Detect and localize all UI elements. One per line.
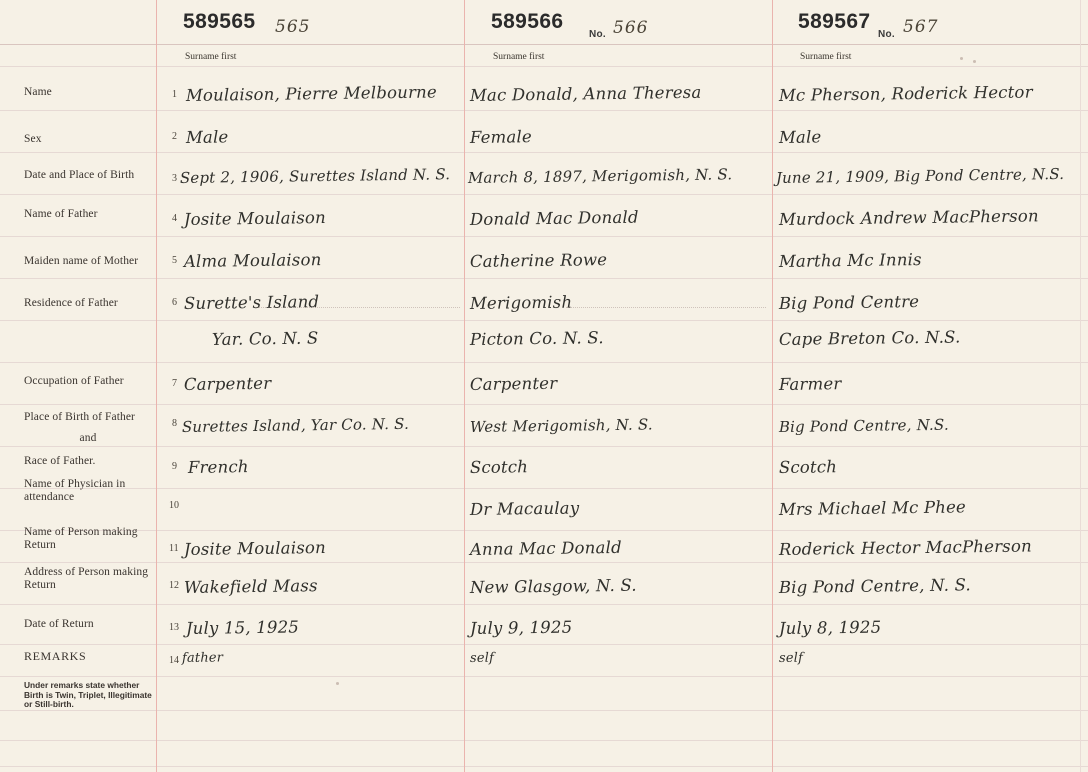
entry-return-date: July 9, 1925 (469, 617, 573, 638)
entry-father-residence-line2: Cape Breton Co. N.S. (778, 327, 961, 349)
no-label: No. (878, 29, 896, 40)
row-label-remarks: REMARKS (24, 649, 87, 663)
entry-father-residence-line1: Merigomish (469, 292, 573, 313)
row-label-sex: Sex (24, 133, 42, 145)
entry-birth: March 8, 1897, Merigomish, N. S. (467, 165, 733, 187)
entry-sex: Female (469, 127, 533, 147)
entry-remarks: father (181, 650, 224, 666)
row-label-and: and (79, 432, 97, 444)
registration-number-handwritten: 566 (613, 18, 649, 38)
entry-father-birthplace: Surettes Island, Yar Co. N. S. (181, 414, 410, 436)
rule (0, 362, 1088, 363)
entry-father-birthplace: West Merigomish, N. S. (469, 415, 653, 436)
field-number: 10 (169, 500, 179, 511)
field-number: 7 (172, 378, 177, 389)
field-number: 1 (172, 89, 177, 100)
field-number: 9 (172, 461, 177, 472)
entry-return-date: July 15, 1925 (185, 617, 300, 638)
entry-father-residence-line2: Picton Co. N. S. (469, 328, 604, 349)
registration-number: 589567 (798, 10, 871, 33)
rule (0, 110, 1088, 111)
ink-speck (336, 682, 339, 685)
entry-return-address: New Glasgow, N. S. (469, 575, 637, 597)
entry-remarks: self (778, 650, 804, 666)
field-number: 6 (172, 297, 177, 308)
row-label-mother-maiden: Maiden name of Mother (24, 255, 139, 267)
registration-number: 589566 (491, 10, 564, 33)
rule (0, 676, 1088, 677)
field-number: 4 (172, 213, 177, 224)
rule (0, 66, 1088, 67)
rule (156, 0, 157, 772)
field-number: 12 (169, 580, 179, 591)
dotted-leader (566, 307, 766, 308)
ink-speck (973, 60, 976, 63)
surname-note: Surname first (493, 52, 545, 62)
field-number: 14 (169, 655, 179, 666)
row-label-name: Name (24, 86, 52, 98)
rule (0, 446, 1088, 447)
registration-number-handwritten: 567 (903, 17, 939, 37)
row-label-return-address: Address of Person making Return (24, 566, 149, 591)
entry-mother-maiden: Martha Mc Innis (778, 250, 922, 271)
entry-physician: Mrs Michael Mc Phee (778, 497, 967, 519)
entry-father-race: Scotch (469, 457, 529, 477)
entry-father-residence-line1: Big Pond Centre (778, 292, 920, 313)
entry-return-person: Josite Moulaison (183, 538, 327, 559)
entry-father-residence-line2: Yar. Co. N. S (211, 328, 319, 349)
entry-mother-maiden: Catherine Rowe (469, 250, 608, 271)
entry-father-name: Murdock Andrew MacPherson (778, 206, 1039, 229)
entry-father-race: French (187, 457, 249, 477)
rule (0, 766, 1088, 767)
rule (0, 488, 1088, 489)
entry-sex: Male (185, 127, 229, 147)
row-label-return-person: Name of Person making Return (24, 526, 138, 551)
entry-return-person: Anna Mac Donald (469, 537, 622, 559)
field-number: 11 (169, 543, 179, 554)
entry-return-person: Roderick Hector MacPherson (778, 536, 1032, 559)
rule (0, 562, 1088, 563)
rule (464, 0, 465, 772)
surname-note: Surname first (185, 52, 237, 62)
entry-father-birthplace: Big Pond Centre, N.S. (778, 415, 949, 436)
row-label-birth: Date and Place of Birth (24, 169, 135, 181)
entry-father-name: Josite Moulaison (183, 208, 327, 229)
rule (0, 278, 1088, 279)
entry-name: Moulaison, Pierre Melbourne (185, 82, 438, 105)
entry-name: Mac Donald, Anna Theresa (469, 82, 702, 105)
entry-physician: Dr Macaulay (469, 498, 580, 519)
row-label-physician: Name of Physician in attendance (24, 478, 126, 503)
surname-note: Surname first (800, 52, 852, 62)
row-label-father-birthplace: Place of Birth of Father (24, 411, 135, 423)
entry-sex: Male (778, 127, 822, 147)
rule (0, 404, 1088, 405)
row-label-father-race: Race of Father. (24, 455, 96, 467)
rule (0, 320, 1088, 321)
entry-father-occupation: Carpenter (183, 373, 272, 394)
entry-return-address: Big Pond Centre, N. S. (778, 575, 972, 597)
entry-father-name: Donald Mac Donald (469, 207, 639, 229)
no-label: No. (589, 29, 607, 40)
row-label-return-date: Date of Return (24, 618, 94, 630)
field-number: 13 (169, 622, 179, 633)
field-number: 8 (172, 418, 177, 429)
entry-birth: June 21, 1909, Big Pond Centre, N.S. (775, 164, 1065, 187)
entry-birth: Sept 2, 1906, Surettes Island N. S. (179, 165, 451, 187)
ink-speck (960, 57, 963, 60)
rule (772, 0, 773, 772)
entry-remarks: self (469, 650, 495, 666)
rule (1080, 0, 1081, 772)
field-number: 5 (172, 255, 177, 266)
entry-return-address: Wakefield Mass (183, 576, 318, 597)
rule (0, 236, 1088, 237)
row-label-father-residence: Residence of Father (24, 297, 118, 309)
rule (0, 644, 1088, 645)
rule (0, 152, 1088, 153)
rule (0, 530, 1088, 531)
entry-father-race: Scotch (778, 457, 838, 477)
entry-father-residence-line1: Surette's Island (183, 292, 320, 313)
row-label-father-occupation: Occupation of Father (24, 375, 124, 387)
remarks-footnote: Under remarks state whether Birth is Twin, Triplet, Illegitimate or Still-birth. (24, 680, 152, 710)
rule (0, 44, 1088, 45)
entry-father-occupation: Farmer (778, 374, 842, 394)
entry-father-occupation: Carpenter (469, 373, 558, 394)
entry-mother-maiden: Alma Moulaison (183, 250, 322, 271)
rule (0, 194, 1088, 195)
rule (0, 740, 1088, 741)
registration-number-handwritten: 565 (275, 17, 311, 37)
rule (0, 604, 1088, 605)
entry-return-date: July 8, 1925 (778, 617, 882, 638)
field-number: 2 (172, 131, 177, 142)
field-number: 3 (172, 173, 177, 184)
row-label-father-name: Name of Father (24, 208, 98, 220)
rule (0, 710, 1088, 711)
entry-name: Mc Pherson, Roderick Hector (778, 82, 1033, 105)
registration-number: 589565 (183, 10, 256, 33)
